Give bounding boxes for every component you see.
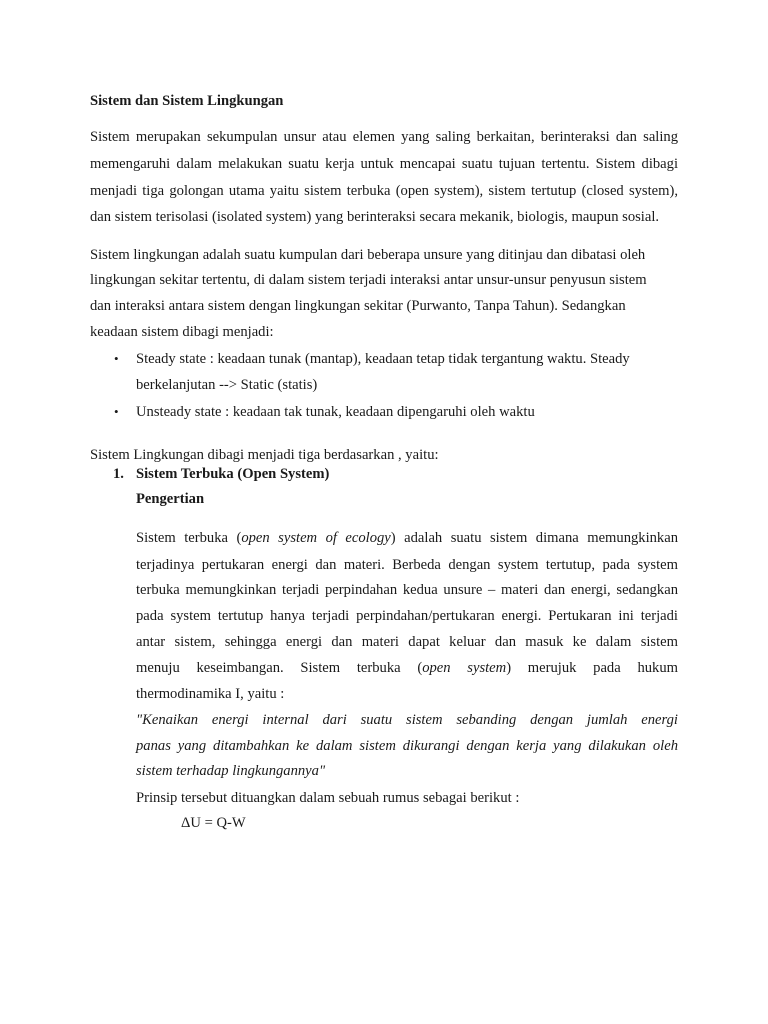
section-intro: Sistem Lingkungan dibagi menjadi tiga berdasarkan , yaitu: — [90, 447, 439, 463]
bullet-2-line-1: Unsteady state : keadaan tak tunak, keadaan dipengaruhi oleh waktu — [136, 404, 535, 420]
bullet-marker: • — [114, 351, 119, 366]
quote-line-3: sistem terhadap lingkungannya" — [136, 763, 326, 779]
bullet-1-line-1: Steady state : keadaan tunak (mantap), keadaan tetap tidak tergantung waktu. Steady — [136, 351, 630, 367]
p4-line-1 — [136, 529, 678, 547]
quote-line-1: "Kenaikan energi internal dari suatu sistem sebanding dengan jumlah energi — [136, 712, 678, 728]
p1-line-3: menjadi tiga golongan utama yaitu sistem terbuka (open system), sistem tertutup (closed system), — [90, 183, 678, 199]
p4-line-1-em: open system of ecology — [241, 530, 391, 546]
item-number: 1. — [113, 466, 124, 482]
p2-line-4: keadaan sistem dibagi menjadi: — [90, 324, 274, 340]
p4-line-6-em: open system — [422, 660, 507, 676]
p1-line-4: dan sistem terisolasi (isolated system) yang berinteraksi secara mekanik, biologis, maupun sosial. — [90, 209, 660, 225]
p4-line-7: thermodinamika I, yaitu : — [136, 686, 285, 702]
formula: ΔU = Q-W — [181, 815, 246, 831]
p1-line-1: Sistem merupakan sekumpulan unsur atau elemen yang saling berkaitan, berinteraksi dan saling — [90, 129, 678, 145]
p4-line-6-a: menuju keseimbangan. Sistem terbuka ( — [136, 660, 423, 676]
bullet-1-line-2: berkelanjutan --> Static (statis) — [136, 377, 318, 393]
p2-line-1: Sistem lingkungan adalah suatu kumpulan dari beberapa unsure yang ditinjau dan dibatasi oleh — [90, 247, 646, 263]
p4-line-6 — [136, 659, 678, 677]
p2-line-2: lingkungan sekitar tertentu, di dalam sistem terjadi interaksi antar unsur-unsur penyusun sistem — [90, 272, 647, 288]
p4-line-3: terbuka memungkinkan terjadi perpindahan kedua unsure – materi dan energi, sedangkan — [136, 582, 678, 598]
item-heading: Sistem Terbuka (Open System) — [136, 466, 330, 482]
p4-line-1-a: Sistem terbuka ( — [136, 530, 242, 546]
formula-intro: Prinsip tersebut dituangkan dalam sebuah rumus sebagai berikut : — [136, 790, 520, 806]
p4-line-2: terjadinya pertukaran energi dan materi. Berbeda dengan system tertutup, pada system — [136, 557, 678, 573]
p4-line-4: pada system tertutup hanya terjadi perpindahan/pertukaran energi. Pertukaran ini terjadi — [136, 608, 678, 624]
p4-line-6-b: ) merujuk pada hukum — [506, 660, 678, 676]
p4-line-1-b: ) adalah suatu sistem dimana memungkinkan — [390, 530, 679, 546]
p4-line-5: antar sistem, sehingga energi dan materi dapat keluar dan masuk ke dalam sistem — [136, 634, 678, 650]
item-subheading: Pengertian — [136, 491, 205, 507]
doc-title: Sistem dan Sistem Lingkungan — [90, 93, 284, 109]
bullet-marker: • — [114, 404, 119, 419]
quote-line-2: panas yang ditambahkan ke dalam sistem dikurangi dengan kerja yang dilakukan oleh — [136, 738, 678, 754]
p1-line-2: memengaruhi dalam melakukan suatu kerja untuk mencapai suatu tujuan tertentu. Sistem dibagi — [90, 156, 678, 172]
p2-line-3: dan interaksi antara sistem dengan lingkungan sekitar (Purwanto, Tanpa Tahun). Sedangkan — [90, 298, 626, 314]
